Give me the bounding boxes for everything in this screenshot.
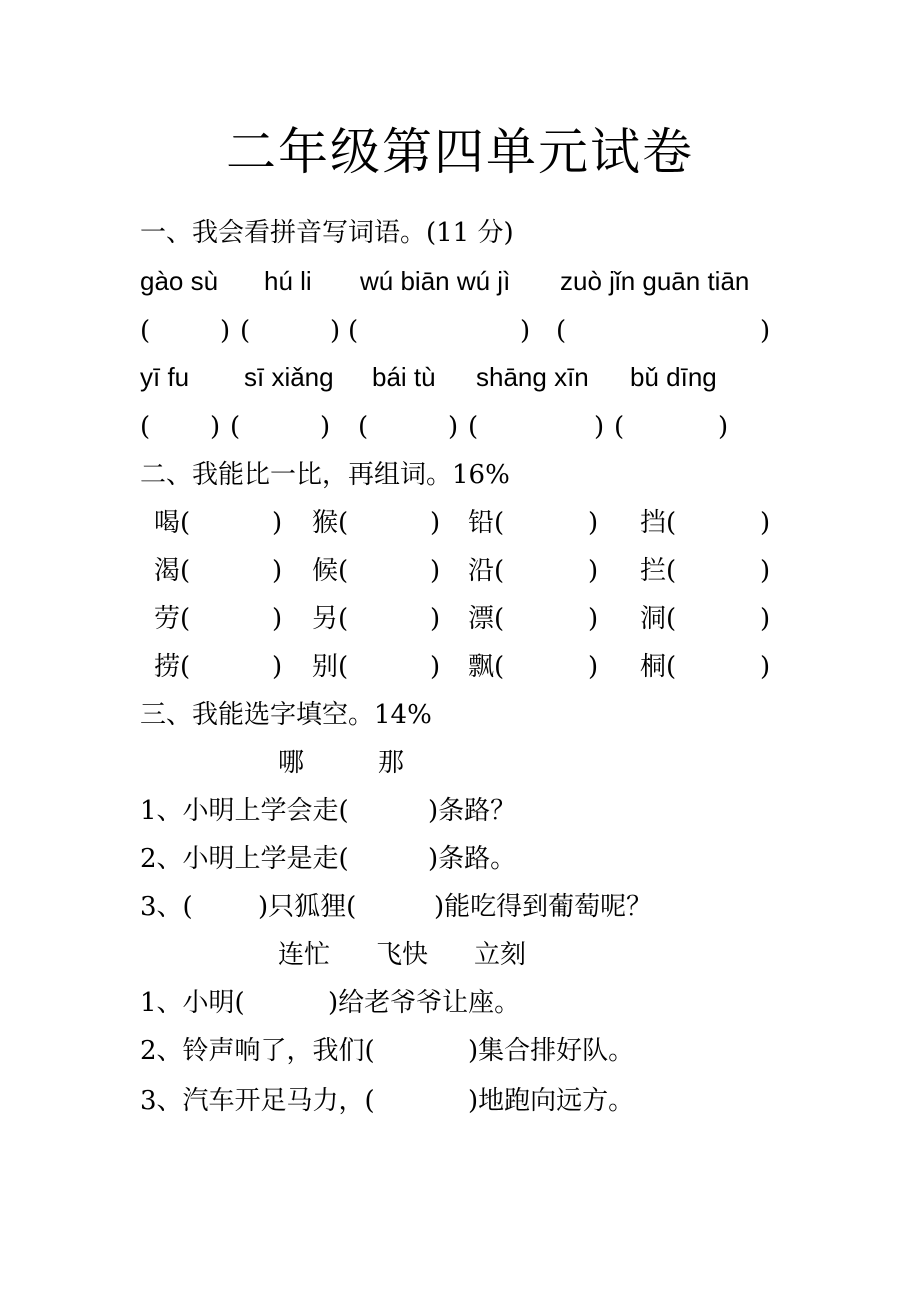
compare-char: 飘( xyxy=(468,652,505,682)
question-text: )能吃得到葡萄呢？ xyxy=(434,892,653,922)
pinyin-huli: hú li xyxy=(264,266,312,296)
page-title: 二年级第四单元试卷 xyxy=(226,123,694,181)
paren-close: ) xyxy=(588,604,599,634)
compare-char: 铅( xyxy=(468,508,505,538)
choice-word: 哪 xyxy=(278,748,305,778)
paren-close: ) xyxy=(760,652,771,682)
paren-close: ) xyxy=(430,508,441,538)
compare-char: 另( xyxy=(312,604,349,634)
compare-char: 喝( xyxy=(154,508,191,538)
paren-close: ) xyxy=(330,316,341,346)
paren-open: ( xyxy=(140,316,151,346)
pinyin-zuojinguantian: zuò jǐn guān tiān xyxy=(560,266,750,296)
section2-heading: 二、我能比一比，再组词。16% xyxy=(140,460,510,490)
paren-close: ) xyxy=(588,652,599,682)
paren-open: ( xyxy=(468,412,479,442)
compare-char: 挡( xyxy=(640,508,677,538)
question-text: 3、( xyxy=(140,892,193,922)
choice-word: 飞快 xyxy=(376,940,429,970)
compare-char: 别( xyxy=(312,652,349,682)
compare-char: 拦( xyxy=(640,556,677,586)
question-text: 3、汽车开足马力，( xyxy=(140,1086,375,1116)
paren-close: ) xyxy=(520,316,531,346)
section1-heading: 一、我会看拼音写词语。(11 分) xyxy=(140,218,514,248)
paren-close: ) xyxy=(272,604,283,634)
compare-char: 猴( xyxy=(312,508,349,538)
paren-close: ) xyxy=(210,412,221,442)
compare-char: 沿( xyxy=(468,556,505,586)
paren-open: ( xyxy=(556,316,567,346)
pinyin-yifu: yī fu xyxy=(140,362,190,392)
paren-close: ) xyxy=(430,652,441,682)
paren-close: ) xyxy=(448,412,459,442)
paren-open: ( xyxy=(358,412,369,442)
paren-open: ( xyxy=(230,412,241,442)
paren-close: ) xyxy=(430,556,441,586)
paren-close: ) xyxy=(430,604,441,634)
paren-close: ) xyxy=(718,412,729,442)
section3-heading: 三、我能选字填空。14% xyxy=(140,700,432,730)
paren-close: ) xyxy=(220,316,231,346)
paren-open: ( xyxy=(348,316,359,346)
question-text: 2、小明上学是走( xyxy=(140,844,349,874)
paren-open: ( xyxy=(240,316,251,346)
pinyin-sixiang: sī xiǎng xyxy=(244,362,334,392)
compare-char: 桐( xyxy=(640,652,677,682)
compare-char: 候( xyxy=(312,556,349,586)
paren-close: ) xyxy=(760,604,771,634)
question-text: )条路。 xyxy=(428,844,517,874)
paren-close: ) xyxy=(588,556,599,586)
paren-open: ( xyxy=(614,412,625,442)
paren-close: ) xyxy=(272,508,283,538)
compare-char: 劳( xyxy=(154,604,191,634)
compare-char: 洞( xyxy=(640,604,677,634)
paren-close: ) xyxy=(588,508,599,538)
paren-close: ) xyxy=(272,652,283,682)
question-text: )给老爷爷让座。 xyxy=(328,988,521,1018)
choice-word: 连忙 xyxy=(278,940,331,970)
question-text: 1、小明上学会走( xyxy=(140,796,349,826)
question-text: )地跑向远方。 xyxy=(468,1086,635,1116)
paren-close: ) xyxy=(272,556,283,586)
choice-word: 立刻 xyxy=(474,940,527,970)
compare-char: 渴( xyxy=(154,556,191,586)
question-text: )集合排好队。 xyxy=(468,1036,635,1066)
pinyin-wubianwuji: wú biān wú jì xyxy=(360,266,511,296)
paren-open: ( xyxy=(140,412,151,442)
choice-word: 那 xyxy=(378,748,405,778)
pinyin-baitu: bái tù xyxy=(372,362,436,392)
paren-close: ) xyxy=(594,412,605,442)
paren-close: ) xyxy=(760,508,771,538)
pinyin-gaosu: gào sù xyxy=(140,266,219,296)
compare-char: 捞( xyxy=(154,652,191,682)
pinyin-shangxin: shāng xīn xyxy=(476,362,589,392)
question-text: 1、小明( xyxy=(140,988,245,1018)
question-text: )只狐狸( xyxy=(258,892,357,922)
paren-close: ) xyxy=(760,556,771,586)
paren-close: ) xyxy=(320,412,331,442)
compare-char: 漂( xyxy=(468,604,505,634)
question-text: 2、铃声响了，我们( xyxy=(140,1036,375,1066)
paren-close: ) xyxy=(760,316,771,346)
question-text: )条路？ xyxy=(428,796,517,826)
pinyin-buding: bǔ dīng xyxy=(630,362,717,392)
